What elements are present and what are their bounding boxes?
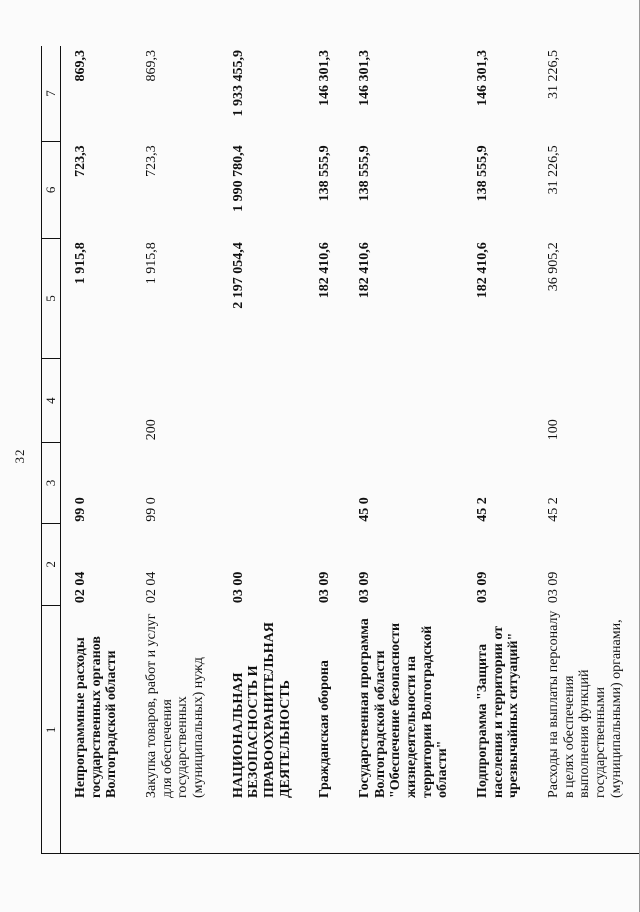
expense-type-cell xyxy=(61,359,133,442)
target-code-cell: 99 0 xyxy=(144,497,160,522)
expense-type-cell: 100 xyxy=(546,419,562,441)
expense-name-cell: Государственная программа Волгоградской области "Обеспечение безопасности жизнедеятельности на территории Волгоградской области" xyxy=(357,618,451,798)
target-code-cell: 45 2 xyxy=(546,497,562,522)
table-row xyxy=(345,46,463,854)
amount-col7-cell: 869,3 xyxy=(144,50,160,82)
amount-col7-cell: 1 933 455,9 xyxy=(230,50,246,117)
table-row xyxy=(219,46,306,854)
amount-col7-cell: 146 301,3 xyxy=(317,50,333,106)
column-header-5: 5 xyxy=(42,238,61,359)
amount-col5-cell: 182 410,6 xyxy=(475,242,491,299)
amount-col6-cell: 723,3 xyxy=(73,145,88,177)
expense-type-cell: 200 xyxy=(144,419,160,441)
column-header-7: 7 xyxy=(42,46,61,141)
table-row xyxy=(61,46,133,854)
section-code-cell: 02 04 xyxy=(144,571,160,604)
budget-table xyxy=(41,46,636,854)
amount-col5-cell: 1 915,8 xyxy=(73,242,88,285)
target-code-cell: 99 0 xyxy=(73,497,88,522)
amount-col6-cell: 138 555,9 xyxy=(357,145,373,202)
table-row xyxy=(305,46,345,854)
amount-col6-cell: 138 555,9 xyxy=(475,145,491,202)
amount-col5-cell: 36 905,2 xyxy=(546,242,562,292)
expense-type-cell xyxy=(305,359,345,442)
column-header-3: 3 xyxy=(42,442,61,523)
amount-col6-cell: 138 555,9 xyxy=(317,145,333,202)
amount-col7-cell: 146 301,3 xyxy=(357,50,373,106)
target-code-cell xyxy=(219,442,306,523)
section-code-cell: 03 09 xyxy=(317,571,333,604)
amount-col5-cell: 182 410,6 xyxy=(357,242,373,299)
table-row xyxy=(132,46,219,854)
amount-col5-cell: 182 410,6 xyxy=(317,242,333,299)
section-code-cell: 03 09 xyxy=(475,571,491,604)
table-body xyxy=(61,46,637,854)
section-code-cell: 03 09 xyxy=(357,571,373,604)
amount-col6-cell: 1 990 780,4 xyxy=(230,145,246,212)
target-code-cell: 45 2 xyxy=(475,497,491,522)
amount-col6-cell: 31 226,5 xyxy=(546,145,562,195)
page-number: 32 xyxy=(12,448,27,464)
expense-name-cell: Гражданская оборона xyxy=(317,660,333,798)
expense-name-cell: Непрограммные расходы государственных органов Волгоградской области xyxy=(73,636,120,798)
section-code-cell: 02 04 xyxy=(73,571,88,604)
section-code-cell: 03 00 xyxy=(230,571,246,604)
column-header-4: 4 xyxy=(42,359,61,442)
column-number-row xyxy=(42,46,61,854)
target-code-cell xyxy=(305,442,345,523)
expense-name-cell: Закупка товаров, работ и услуг для обеспечения государственных (муниципальных) нужд xyxy=(144,613,207,798)
amount-col7-cell: 31 226,5 xyxy=(546,50,562,99)
expense-name-cell: Расходы на выплаты персоналу в целях обеспечения выполнения функций государственными (муниципальными) органами, xyxy=(546,610,624,798)
section-code-cell: 03 09 xyxy=(546,571,562,604)
amount-col5-cell: 1 915,8 xyxy=(144,242,160,285)
column-header-1: 1 xyxy=(42,605,61,854)
target-code-cell: 45 0 xyxy=(357,497,373,522)
column-header-2: 2 xyxy=(42,524,61,605)
expense-type-cell xyxy=(219,359,306,442)
expense-type-cell xyxy=(463,359,534,442)
amount-col7-cell: 146 301,3 xyxy=(475,50,491,106)
expense-name-cell: Подпрограмма "Защита населения и территории от чрезвычайных ситуаций" xyxy=(475,625,522,798)
expense-type-cell xyxy=(345,359,463,442)
amount-col5-cell: 2 197 054,4 xyxy=(230,242,246,309)
table-row xyxy=(463,46,534,854)
amount-col7-cell: 869,3 xyxy=(73,50,88,82)
amount-col6-cell: 723,3 xyxy=(144,145,160,177)
expense-name-cell: НАЦИОНАЛЬНАЯ БЕЗОПАСНОСТЬ И ПРАВООХРАНИТЕЛЬНАЯ ДЕЯТЕЛЬНОСТЬ xyxy=(230,622,293,798)
column-header-6: 6 xyxy=(42,141,61,238)
table-row xyxy=(534,46,636,854)
